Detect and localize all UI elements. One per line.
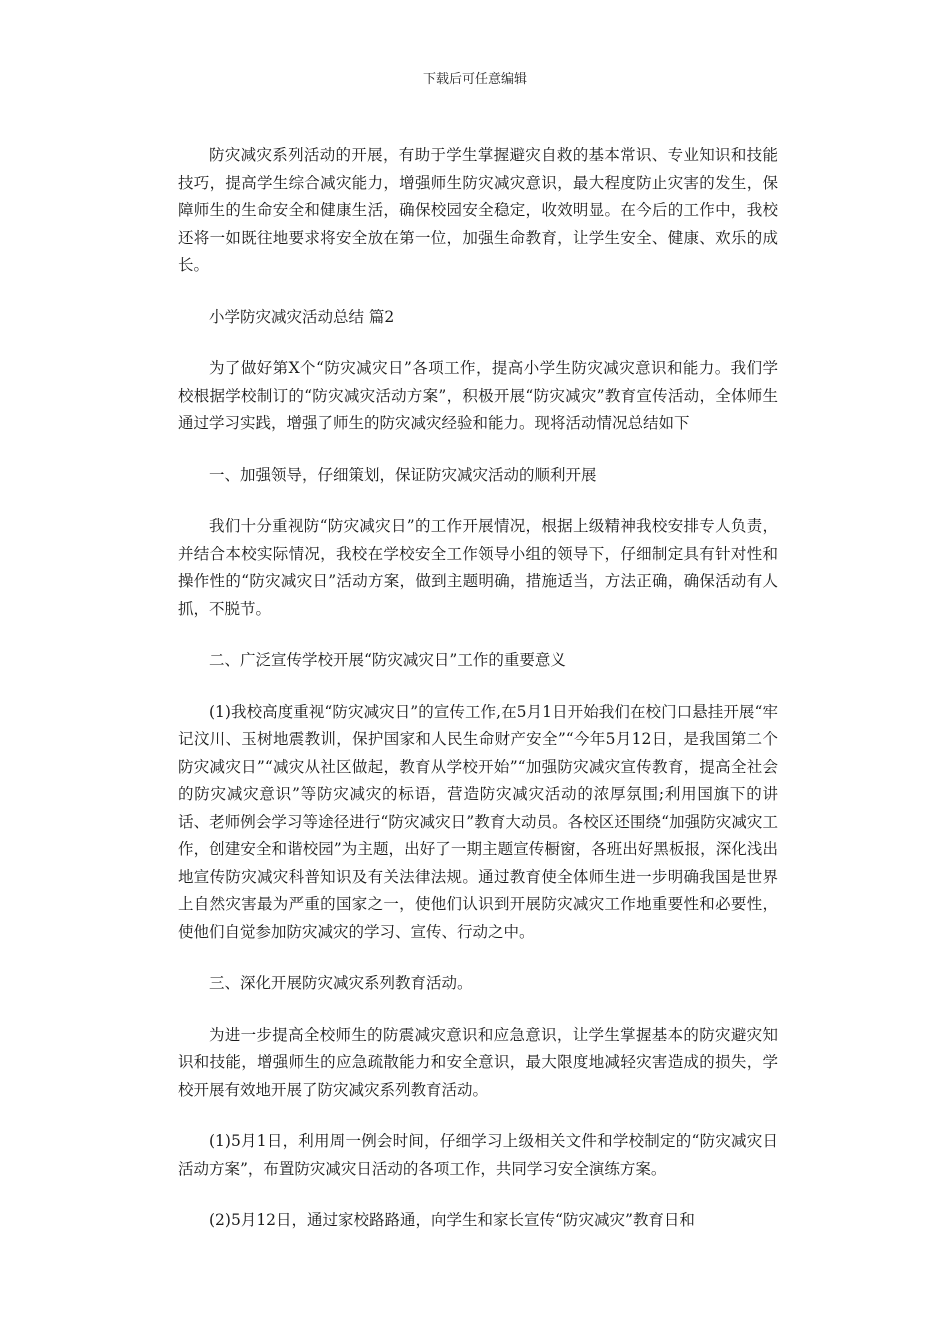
section-heading-2: 二、广泛宣传学校开展“防灾减灾日”工作的重要意义 [209, 651, 566, 669]
paragraph-section-3: 为进一步提高全校师生的防震减灾意识和应急意识，让学生掌握基本的防灾避灾知识和技能，增强师生的应急疏散能力和安全意识，最大限度地减轻灾害造成的损失，学校开展有效地开展了防灾减灾系列教育活动。 [178, 1025, 778, 1099]
paragraph-conclusion: 防灾减灾系列活动的开展，有助于学生掌握避灾自救的基本常识、专业知识和技能技巧，提高学生综合减灾能力，增强师生防灾减灾意识，最大程度防止灾害的发生，保障师生的生命安全和健康生活，确保校园安全稳定，收效明显。在今后的工作中，我校还将一如既往地要求将安全放在第一位，加强生命教育，让学生安全、健康、欢乐的成长。 [178, 146, 778, 274]
section-heading-3: 三、深化开展防灾减灾系列教育活动。 [209, 974, 473, 992]
paragraph-section-2: (1)我校高度重视“防灾减灾日”的宣传工作,在5月1日开始我们在校门口悬挂开展“牢记汶川、玉树地震教训，保护国家和人民生命财产安全”“今年5月12日，是我国第二个防灾减灾日”“减灾从社区做起，教育从学校开始”“加强防灾减灾宣传教育，提高全社会的防灾减灾意识”等防灾减灾的标语，营造防灾减灾活动的浓厚氛围;利用国旗下的讲话、老师例会学习等途径进行“防灾减灾日”教育大动员。各校区还围绕“加强防灾减灾工作，创建安全和谐校园”为主题，出好了一期主题宣传橱窗，各班出好黑板报，深化浅出地宣传防灾减灾科普知识及有关法律法规。通过教育使全体师生进一步明确我国是世界上自然灾害最为严重的国家之一，使他们认识到开展防灾减灾工作地重要性和必要性，使他们自觉参加防灾减灾的学习、宣传、行动之中。 [178, 702, 778, 941]
paragraph-intro: 为了做好第X个“防灾减灾日”各项工作，提高小学生防灾减灾意识和能力。我们学校根据学校制订的“防灾减灾活动方案”，积极开展“防灾减灾”教育宣传活动，全体师生通过学习实践，增强了师生的防灾减灾经验和能力。现将活动情况总结如下 [178, 359, 778, 432]
document-body [178, 142, 778, 1259]
paragraph-item-1: (1)5月1日，利用周一例会时间，仔细学习上级相关文件和学校制定的“防灾减灾日活动方案”，布置防灾减灾日活动的各项工作，共同学习安全演练方案。 [178, 1132, 778, 1178]
paragraph-section-1: 我们十分重视防“防灾减灾日”的工作开展情况，根据上级精神我校安排专人负责，并结合本校实际情况，我校在学校安全工作领导小组的领导下，仔细制定具有针对性和操作性的“防灾减灾日”活动方案，做到主题明确，措施适当，方法正确，确保活动有人抓，不脱节。 [178, 517, 778, 618]
paragraph-item-2: (2)5月12日，通过家校路路通，向学生和家长宣传“防灾减灾”教育日和 [209, 1211, 695, 1229]
article-title: 小学防灾减灾活动总结 篇2 [209, 307, 395, 326]
section-heading-1: 一、加强领导，仔细策划，保证防灾减灾活动的顺利开展 [209, 465, 597, 484]
page-header-note: 下载后可任意编辑 [422, 72, 527, 87]
